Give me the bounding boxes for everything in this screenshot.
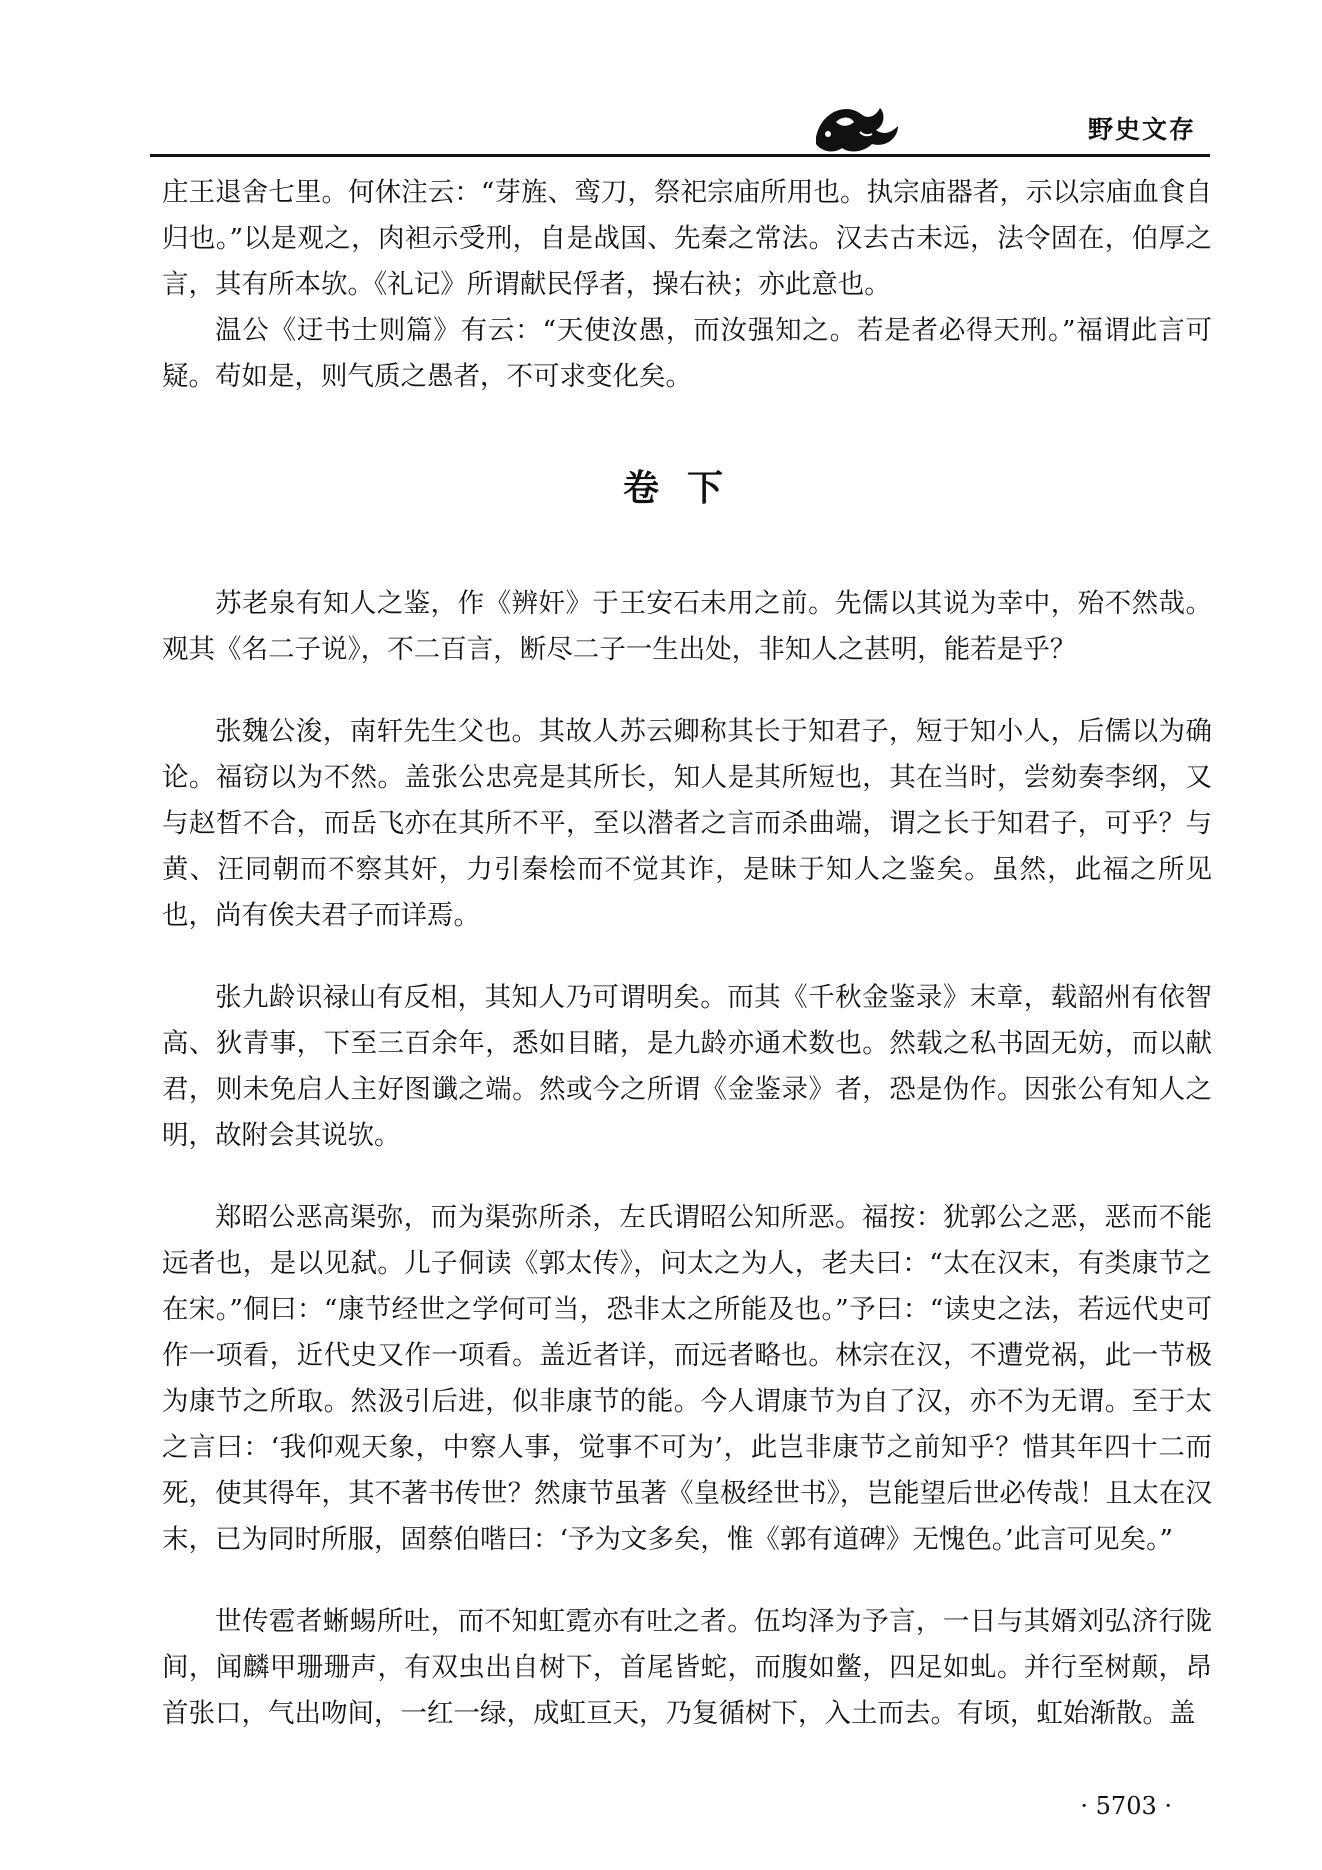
header-rule	[150, 154, 1210, 157]
page-body	[162, 170, 1212, 1737]
paragraph: 郑昭公恶高渠弥，而为渠弥所杀，左氏谓昭公知所恶。福按：犹郭公之恶，恶而不能远者也，是以见弑。儿子侗读《郭太传》，问太之为人，老夫曰：“太在汉末，有类康节之在宋。”侗曰：“康节经世之学何可当，恐非太之所能及也。”予曰：“读史之法，若远代史可作一项看，近代史又作一项看。盖近者详，而远者略也。林宗在汉，不遭党祸，此一节极为康节之所取。然汲引后进，似非康节的能。今人谓康节为自了汉，亦不为无谓。至于太之言曰：‘我仰观天象，中察人事，觉事不可为’，此岂非康节之前知乎？惜其年四十二而死，使其得年，其不著书传世？然康节虽著《皇极经世书》，岂能望后世必传哉！且太在汉末，已为同时所服，固蔡伯喈曰：‘予为文多矣，惟《郭有道碑》无愧色。’此言可见矣。”	[162, 1202, 1212, 1555]
series-title: 野史文存	[1087, 115, 1196, 144]
paragraph: 张魏公浚，南轩先生父也。其故人苏云卿称其长于知君子，短于知小人，后儒以为确论。福窃以为不然。盖张公忠亮是其所长，知人是其所短也，其在当时，尝劾奏李纲，又与赵晳不合，而岳飞亦在其所不平，至以潜者之言而杀曲端，谓之长于知君子，可乎？与黄、汪同朝而不察其奸，力引秦桧而不觉其诈，是昧于知人之鉴矣。虽然，此福之所见也，尚有俟夫君子而详焉。	[162, 716, 1212, 931]
paragraph: 庄王退舍七里。何休注云：“芽旌、鸾刀，祭祀宗庙所用也。执宗庙器者，示以宗庙血食自归也。”以是观之，肉袒示受刑，自是战国、先秦之常法。汉去古未远，法令固在，伯厚之言，其有所本欤。《礼记》所谓献民俘者，操右袂；亦此意也。	[162, 177, 1212, 300]
page-number: · 5703 ·	[1080, 1792, 1172, 1820]
paragraph: 苏老泉有知人之鉴，作《辨奸》于王安石未用之前。先儒以其说为幸中，殆不然哉。观其《名二子说》，不二百言，断尽二子一生出处，非知人之甚明，能若是乎？	[162, 588, 1212, 665]
paragraph: 世传雹者蜥蜴所吐，而不知虹霓亦有吐之者。伍均泽为予言，一日与其婿刘弘济行陇间，闻麟甲珊珊声，有双虫出自树下，首尾皆蛇，而腹如鳖，四足如虬。并行至树颠，昂首张口，气出吻间，一红一绿，成虹亘天，乃复循树下，入土而去。有顷，虹始渐散。盖	[162, 1606, 1212, 1729]
dragon-emblem-icon	[806, 92, 906, 162]
chapter-title: 卷下	[622, 468, 751, 509]
paragraph: 温公《迂书士则篇》有云：“天使汝愚，而汝强知之。若是者必得天刑。”福谓此言可疑。苟如是，则气质之愚者，不可求变化矣。	[162, 315, 1212, 392]
paragraph: 张九龄识禄山有反相，其知人乃可谓明矣。而其《千秋金鉴录》末章，载韶州有依智高、狄青事，下至三百余年，悉如目睹，是九龄亦通术数也。然载之私书固无妨，而以献君，则未免启人主好图谶之端。然或今之所谓《金鉴录》者，恐是伪作。因张公有知人之明，故附会其说欤。	[162, 982, 1212, 1151]
running-header	[150, 80, 1210, 160]
